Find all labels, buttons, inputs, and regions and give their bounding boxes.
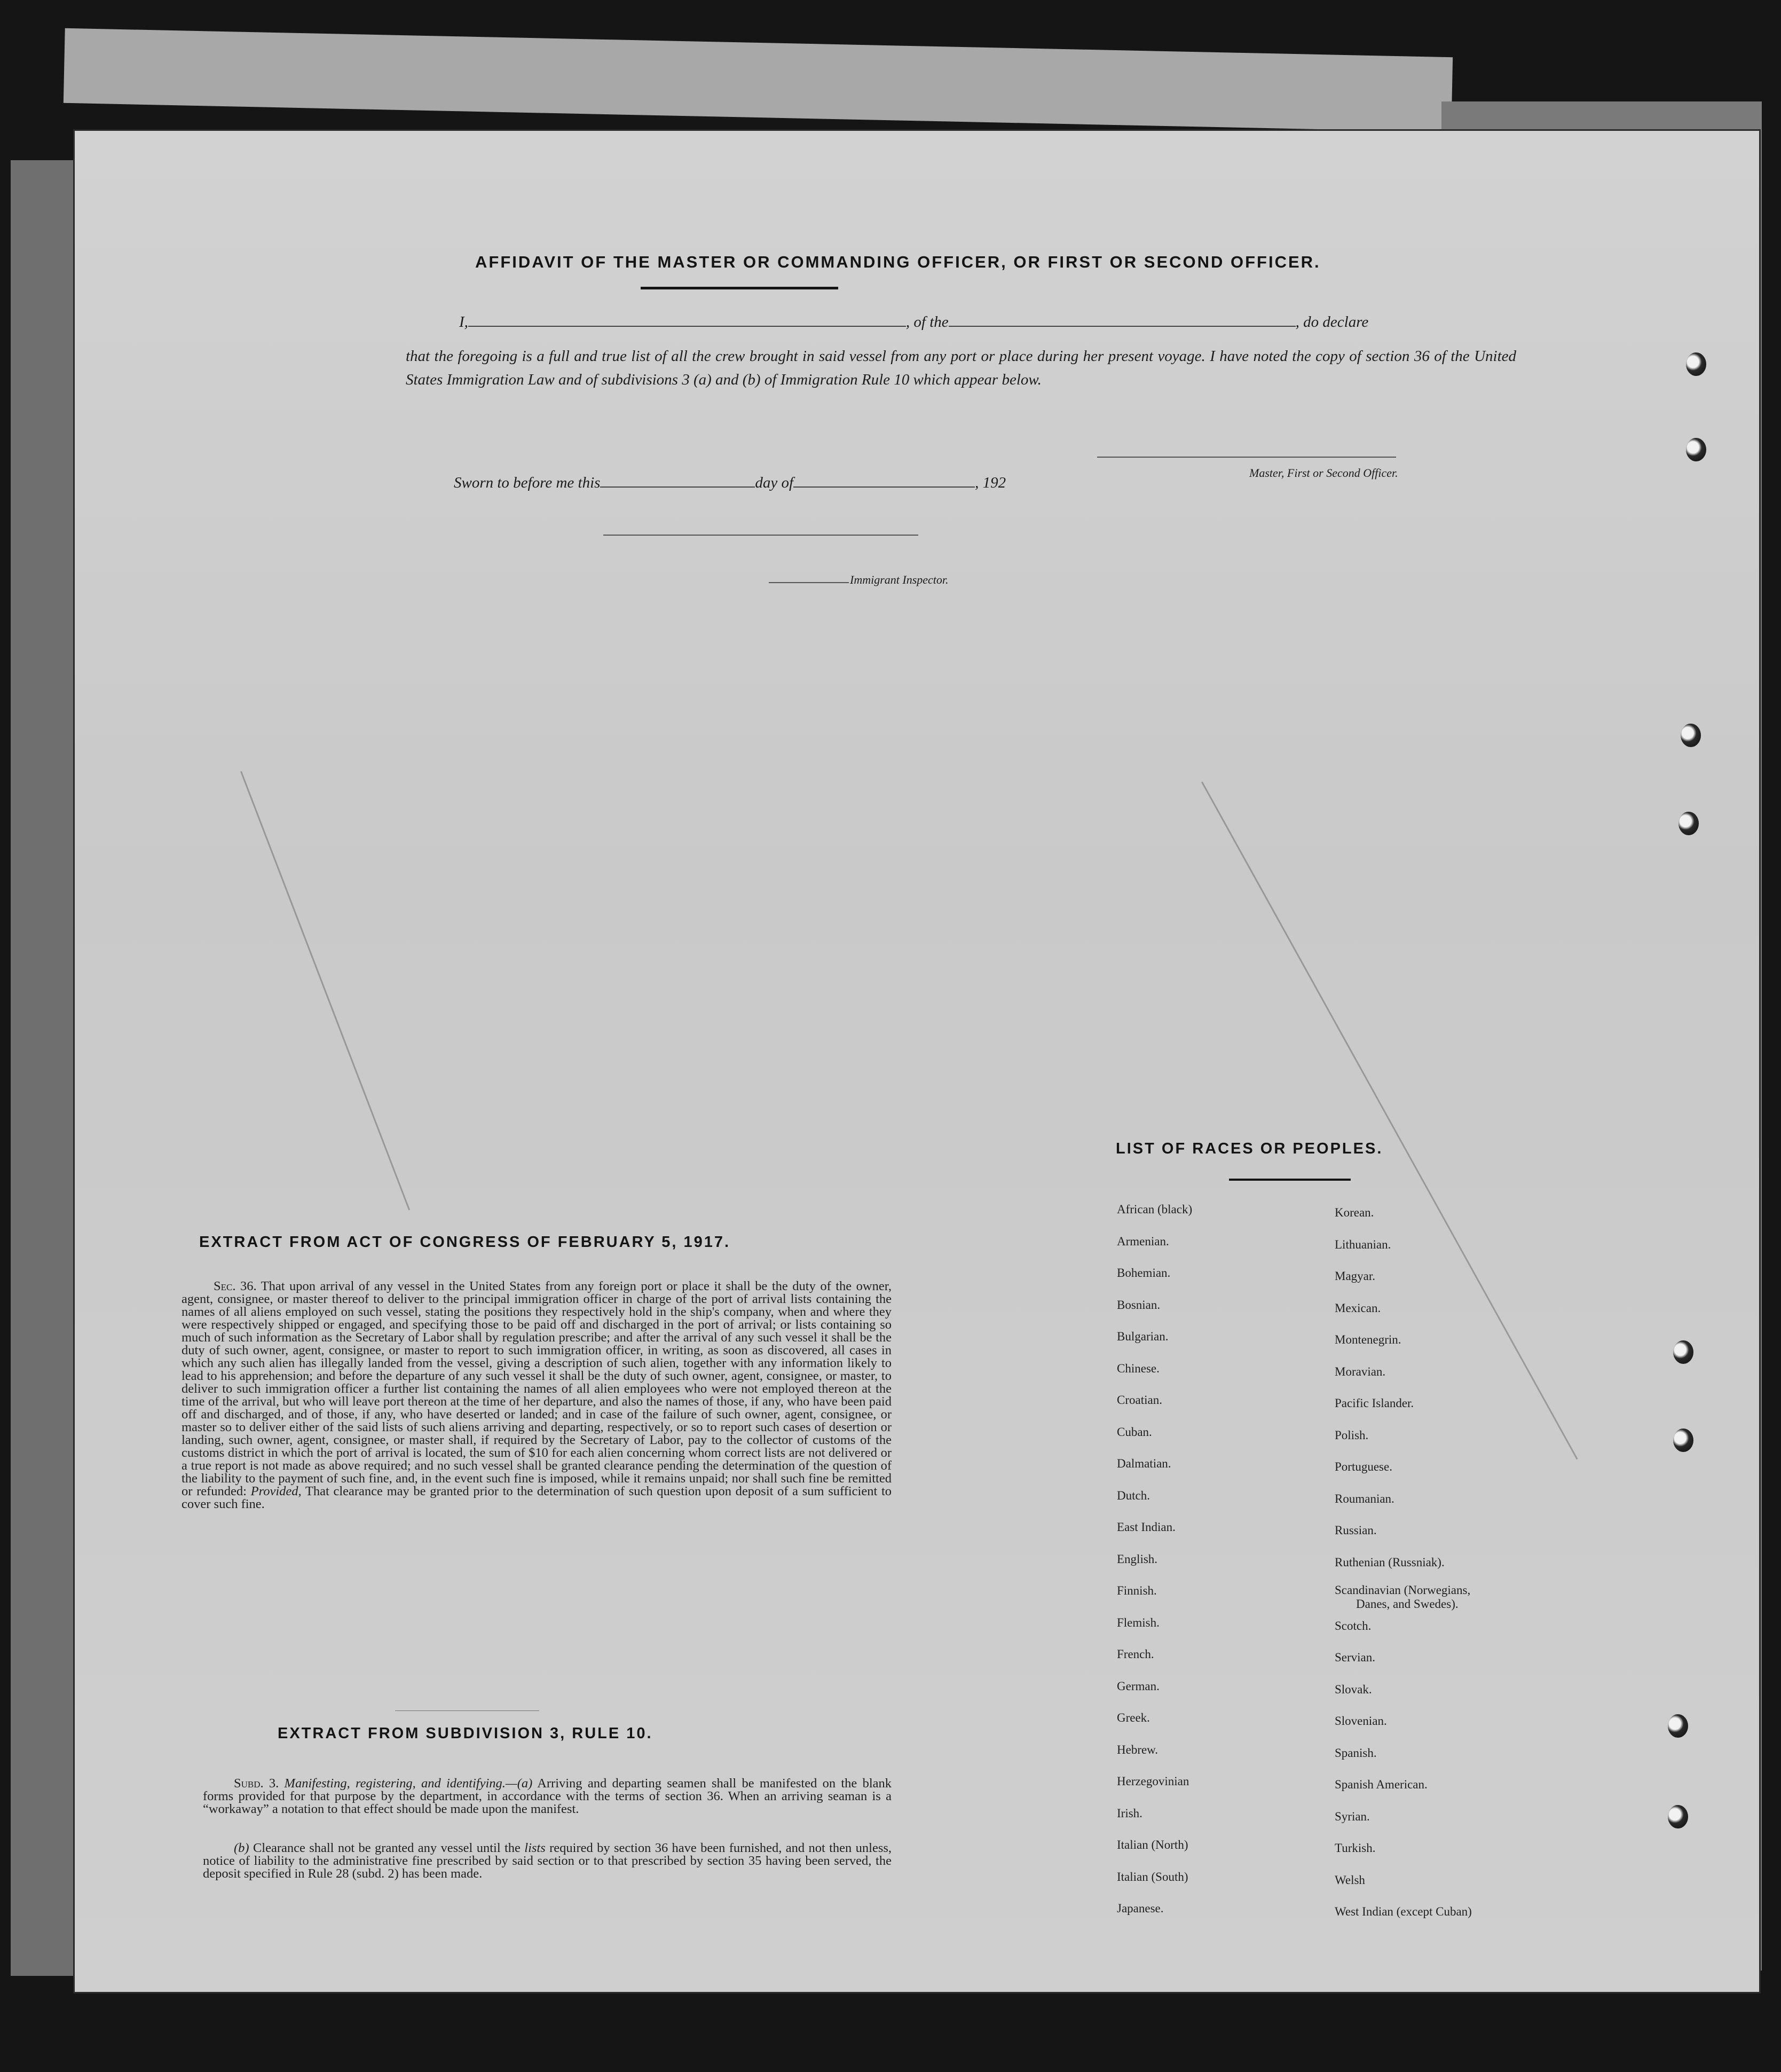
sworn-day-of: day of <box>755 474 794 491</box>
race-item: French. <box>1117 1647 1154 1661</box>
inspector-short-line <box>769 582 849 583</box>
binder-hole-1 <box>1686 352 1706 376</box>
race-item: Cuban. <box>1117 1425 1152 1439</box>
race-item: Turkish. <box>1335 1841 1376 1855</box>
section-36-text: That upon arrival of any vessel in the United States from any foreign port or place it shall be the duty of the owner, agent, consignee, or master thereof to deliver to the principal immigration officer in charge of the port of arrival lists containing the names of all aliens employed on such vessel, stating the positions they respectively hold in the ship's company, when and where they were respectively shipped or engaged, and specifying those to be paid off and discharged in the port of arrival; or lists containing so much of such information as the Secretary of Labor shall by regulation prescribe; and after the arrival of any such vessel it shall be the duty of such owner, agent, consignee, or master to report to such immigration officer, in writing, as soon as discovered, all cases in which any such alien has illegally landed from the vessel, giving a description of such alien, together with any information likely to lead to his apprehension; and before the departure of any such vessel it shall be the duty of such owner, agent, consignee, or master, to deliver to such immigration officer a further list containing the names of all alien employees who were not employed thereon at the time of the arrival, but who will leave port thereon at the time of her departure, and also the names of those, if any, who have been paid off and discharged, and of those, if any, who have deserted or landed; and in case of the failure of such owner, agent, consignee, or master so to deliver either of the said lists of such aliens arriving and departing, respectively, or so to report such cases of desertion or landing, such owner, agent, consignee, or master shall, if required by the Secretary of Labor, pay to the collector of customs of the customs district in which the port of arrival is located, the sum of $10 for each alien concerning whom correct lists are not delivered or a true report is not made as above required; and no such vessel shall be granted clearance pending the determination of the question of the liability to the payment of such fine, and, in the event such fine is imposed, while it remains unpaid; nor shall such fine be remitted or refunded: <box>182 1279 892 1498</box>
race-item: Servian. <box>1335 1651 1376 1664</box>
pencil-streak-left <box>240 771 410 1211</box>
race-item: Armenian. <box>1117 1234 1169 1248</box>
binder-hole-2 <box>1686 438 1706 461</box>
section-label: Sec. 36. <box>214 1279 257 1293</box>
race-item: Welsh <box>1335 1873 1365 1887</box>
inspector-signature-line[interactable] <box>603 535 918 536</box>
race-item: Scotch. <box>1335 1619 1372 1633</box>
race-item: Flemish. <box>1117 1615 1160 1629</box>
race-item: West Indian (except Cuban) <box>1335 1905 1472 1918</box>
race-item: Polish. <box>1335 1428 1369 1442</box>
rule-extract-part-a <box>203 1777 892 1816</box>
race-item-continuation: Danes, and Swedes). <box>1356 1597 1459 1611</box>
race-item: Spanish American. <box>1335 1778 1428 1791</box>
races-title-rule <box>1229 1179 1351 1181</box>
rule-extract-dash <box>395 1710 539 1711</box>
act-extract-title: EXTRACT FROM ACT OF CONGRESS OF FEBRUARY 5, 1917. <box>199 1234 731 1251</box>
race-item: Portuguese. <box>1335 1460 1392 1473</box>
subd-label: Subd. 3. <box>234 1776 279 1791</box>
race-item: Moravian. <box>1335 1364 1386 1378</box>
part-a-text: Arriving and departing seamen shall be manifested on the blank forms provided for that purpose by the department, in accordance with the terms of section 36. When an arriving seaman is a “workaway” a notation to that effect should be made upon the manifest. <box>203 1776 892 1816</box>
provided-text: Provided, <box>250 1484 302 1498</box>
race-item: Magyar. <box>1335 1269 1376 1283</box>
vessel-name-field[interactable] <box>949 326 1296 327</box>
of-the-text: , of the <box>905 313 949 331</box>
binder-hole-6 <box>1673 1429 1693 1452</box>
race-item: Pacific Islander. <box>1335 1396 1414 1410</box>
part-a-label: —(a) <box>505 1776 533 1791</box>
binder-hole-4 <box>1678 812 1699 835</box>
race-item: Irish. <box>1117 1806 1142 1820</box>
underlying-sheet-top <box>64 28 1453 132</box>
race-item: Hebrew. <box>1117 1743 1159 1756</box>
underlying-sheet-left <box>11 160 85 1976</box>
affidavit-title-rule <box>641 287 838 289</box>
binder-hole-5 <box>1673 1340 1693 1364</box>
race-item: Italian (North) <box>1117 1838 1188 1851</box>
race-item: Montenegrin. <box>1335 1333 1401 1346</box>
do-declare-text: , do declare <box>1295 313 1369 331</box>
race-item: Spanish. <box>1335 1746 1377 1760</box>
race-item: Italian (South) <box>1117 1870 1188 1883</box>
race-item: Herzegovinian <box>1117 1775 1189 1788</box>
declarant-name-field[interactable] <box>468 326 906 327</box>
race-item: Mexican. <box>1335 1301 1381 1315</box>
race-item: Roumanian. <box>1335 1492 1394 1505</box>
races-title: LIST OF RACES OR PEOPLES. <box>1116 1140 1383 1157</box>
race-item: Ruthenian (Russniak). <box>1335 1555 1445 1569</box>
race-item: Syrian. <box>1335 1809 1370 1823</box>
race-item: Japanese. <box>1117 1902 1164 1915</box>
sworn-year: , 192 <box>975 474 1006 491</box>
races-left-column <box>1117 1194 1192 1925</box>
race-item: Finnish. <box>1117 1584 1157 1597</box>
race-item: German. <box>1117 1679 1160 1693</box>
affidavit-body: that the foregoing is a full and true list of all the crew brought in said vessel from any port or place during her present voyage. I have noted the copy of section 36 of the United States Immigration Law and of subdivisions 3 (a) and (b) of Immigration Rule 10 which appear below. <box>406 348 1516 388</box>
officer-signature-line[interactable] <box>1097 457 1396 458</box>
binder-hole-3 <box>1681 724 1701 747</box>
section-36-clearance: That clearance may be granted prior to the determination of such question upon deposit of a sum sufficient to cover such fine. <box>182 1484 892 1511</box>
race-item: Lithuanian. <box>1335 1237 1391 1251</box>
part-b-label: (b) <box>234 1841 249 1855</box>
race-item: Greek. <box>1117 1711 1150 1724</box>
act-extract-text <box>182 1280 892 1511</box>
part-b-post: required by section 36 have been furnished, and not then unless, notice of liability to the administrative fine prescribed by said section or to that prescribed by section 35 having been served, the deposit specified in Rule 28 (subd. 2) has been made. <box>203 1841 892 1881</box>
race-item: Bulgarian. <box>1117 1330 1169 1343</box>
race-item: Scandinavian (Norwegians, Danes, and Swedes). <box>1335 1578 1472 1610</box>
subd-heading: Manifesting, registering, and identifying. <box>284 1776 506 1791</box>
race-item: Bohemian. <box>1117 1266 1171 1280</box>
race-item: Slovak. <box>1335 1682 1372 1696</box>
race-item: Croatian. <box>1117 1393 1162 1407</box>
race-item: English. <box>1117 1552 1158 1566</box>
race-item: African (black) <box>1117 1203 1193 1216</box>
races-right-column <box>1335 1197 1472 1928</box>
binder-hole-7 <box>1668 1714 1688 1738</box>
sworn-day-field[interactable] <box>600 486 755 488</box>
officer-signature-label: Master, First or Second Officer. <box>1249 466 1398 480</box>
race-item: Chinese. <box>1117 1361 1160 1375</box>
race-item: Dalmatian. <box>1117 1457 1171 1470</box>
sworn-prefix: Sworn to before me this <box>454 474 601 491</box>
part-b-pre: Clearance shall not be granted any vessel until the <box>253 1841 521 1855</box>
sworn-month-field[interactable] <box>793 486 975 488</box>
affidavit-title: AFFIDAVIT OF THE MASTER OR COMMANDING OFFICER, OR FIRST OR SECOND OFFICER. <box>475 253 1321 271</box>
binder-hole-8 <box>1668 1805 1688 1828</box>
race-item: Slovenian. <box>1335 1714 1387 1728</box>
part-b-lists: lists <box>524 1841 546 1855</box>
rule-extract-title: EXTRACT FROM SUBDIVISION 3, RULE 10. <box>278 1725 653 1742</box>
affidavit-declaration-line <box>459 313 1368 331</box>
sworn-line <box>454 474 1006 492</box>
race-item: Korean. <box>1335 1206 1374 1219</box>
inspector-label: Immigrant Inspector. <box>850 573 949 586</box>
manifest-back-page <box>75 131 1759 1992</box>
race-item: Russian. <box>1335 1524 1377 1537</box>
race-item: East Indian. <box>1117 1520 1176 1534</box>
race-item: Dutch. <box>1117 1488 1150 1502</box>
rule-extract-part-b <box>203 1842 892 1880</box>
race-item: Bosnian. <box>1117 1298 1161 1312</box>
declarant-i: I, <box>459 313 468 331</box>
